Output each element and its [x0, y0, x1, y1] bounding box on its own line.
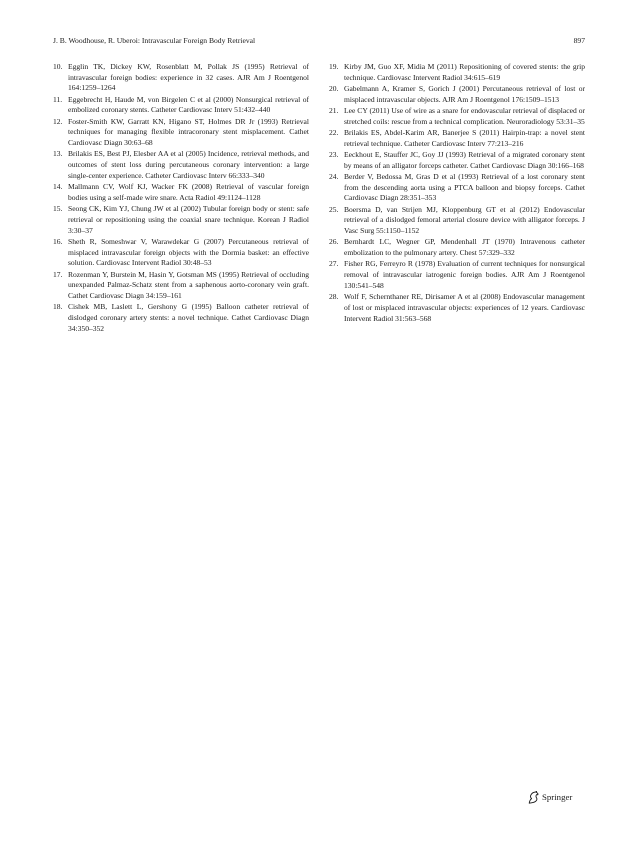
reference-item — [329, 150, 585, 171]
reference-item — [329, 205, 585, 237]
reference-number: 18. — [53, 302, 63, 312]
reference-text: Seong CK, Kim YJ, Chung JW et al (2002) Tubular foreign body or stent: safe retrieval or repositioning using the coaxial snare technique. Korean J Radiol 3:30–37 — [68, 204, 309, 235]
publisher-logo — [527, 790, 572, 804]
publisher-name: Springer — [542, 792, 573, 802]
reference-number: 13. — [53, 149, 63, 159]
reference-item — [329, 128, 585, 149]
reference-item — [53, 302, 309, 334]
reference-number: 10. — [53, 62, 63, 71]
reference-text: Brilakis ES, Abdel-Karim AR, Banerjee S (2011) Hairpin-trap: a novel stent retrieval technique. Catheter Cardiovasc Interv 77:213–216 — [344, 128, 585, 148]
reference-item — [53, 95, 309, 116]
reference-text: Eeckhout E, Stauffer JC, Goy JJ (1993) Retrieval of a migrated coronary stent by means of an alligator forceps catheter. Cathet Cardiovasc Diagn 30:166–168 — [344, 150, 585, 170]
page-number: 897 — [573, 36, 585, 45]
reference-text: Wolf F, Schernthaner RE, Dirisamer A et al (2008) Endovascular management of lost or misplaced intravascular objects: experiences of 12 years. Cardiovasc Intervent Radiol 31:563–568 — [344, 292, 585, 323]
reference-item — [329, 237, 585, 258]
reference-text: Sheth R, Someshwar V, Warawdekar G (2007) Percutaneous retrieval of misplaced intravascular foreign objects with the Dormia basket: an effective solution. Cardiovasc Intervent Radiol 30:48–53 — [68, 236, 309, 268]
reference-text: Bernhardt LC, Wegner GP, Mendenhall JT (1970) Intravenous catheter embolization to the pulmonary artery. Chest 57:329–332 — [344, 237, 585, 258]
reference-item — [329, 84, 585, 105]
reference-item — [329, 106, 585, 127]
reference-text: Rozenman Y, Burstein M, Hasin Y, Gotsman MS (1995) Retrieval of occluding unexpanded Palmaz-Schatz stent from a saphenous aorto-coronary vein graft. Cathet Cardiovasc Diagn 34:159–161 — [68, 269, 309, 300]
springer-horse-icon — [527, 791, 539, 804]
reference-number: 12. — [53, 116, 63, 126]
reference-number: 23. — [329, 150, 339, 159]
reference-item — [53, 182, 309, 203]
reference-text: Mallmann CV, Wolf KJ, Wacker FK (2008) Retrieval of vascular foreign bodies using a self-made wire snare. Acta Radiol 49:1124–1128 — [68, 182, 309, 202]
reference-number: 22. — [329, 128, 339, 137]
reference-number: 20. — [329, 84, 339, 93]
reference-number: 21. — [329, 106, 339, 115]
reference-text: Egglin TK, Dickey KW, Rosenblatt M, Pollak JS (1995) Retrieval of intravascular foreign bodies: experience in 32 cases. AJR Am J Roentgenol 164:1259–1264 — [68, 62, 309, 93]
reference-number: 16. — [53, 236, 63, 246]
reference-item — [53, 237, 309, 269]
reference-item — [53, 62, 309, 94]
reference-column-right — [329, 62, 585, 325]
reference-item — [53, 270, 309, 302]
reference-item — [329, 259, 585, 291]
reference-number: 14. — [53, 182, 63, 192]
reference-text: Foster-Smith KW, Garratt KN, Higano ST, Holmes DR Jr (1993) Retrieval techniques for managing flexible intracoronary stent misplacement. Cathet Cardiovasc Diagn 30:63–68 — [68, 116, 309, 148]
reference-item — [329, 292, 585, 324]
reference-number: 19. — [329, 62, 339, 71]
reference-item — [329, 62, 585, 83]
reference-number: 26. — [329, 237, 339, 247]
reference-text: Cishek MB, Laslett L, Gershony G (1995) Balloon catheter retrieval of dislodged coronary artery stents: a novel technique. Cathet Cardiovasc Diagn 34:350–352 — [68, 302, 309, 333]
reference-number: 27. — [329, 259, 339, 269]
reference-number: 15. — [53, 204, 63, 214]
reference-number: 17. — [53, 269, 63, 279]
reference-item — [53, 149, 309, 181]
reference-text: Lee CY (2011) Use of wire as a snare for endovascular retrieval of displaced or stretched coils: rescue from a technical complication. Neuroradiology 53:31–35 — [344, 106, 585, 126]
running-head: J. B. Woodhouse, R. Uberoi: Intravascular Foreign Body Retrieval — [53, 36, 256, 45]
reference-item — [53, 204, 309, 236]
reference-text: Eggebrecht H, Haude M, von Birgelen C et al (2000) Nonsurgical retrieval of embolized coronary stents. Catheter Cardiovasc Interv 51:432–440 — [68, 94, 309, 115]
reference-column-left — [53, 62, 309, 335]
reference-text: Berder V, Bedossa M, Gras D et al (1993) Retrieval of a lost coronary stent from the descending aorta using a PTCA balloon and biopsy forceps. Cathet Cardiovasc Diagn 28:351–353 — [344, 172, 585, 203]
reference-text: Kirby JM, Guo XF, Midia M (2011) Repositioning of covered stents: the grip technique. Cardiovasc Intervent Radiol 34:615–619 — [344, 62, 585, 82]
reference-item — [53, 117, 309, 149]
reference-number: 24. — [329, 172, 339, 181]
page-header — [53, 35, 585, 47]
reference-text: Brilakis ES, Best PJ, Elesber AA et al (2005) Incidence, retrieval methods, and outcomes of stent loss during percutaneous coronary intervention: a large single-center experience. Catheter Cardiovasc Interv 66:333–340 — [68, 149, 309, 180]
reference-text: Boersma D, van Strijen MJ, Kloppenburg GT et al (2012) Endovascular retrieval of a dislodged femoral arterial closure device with alligator forceps. J Vasc Surg 55:1150–1152 — [344, 204, 585, 236]
reference-number: 28. — [329, 292, 339, 302]
reference-text: Fisher RG, Ferreyro R (1978) Evaluation of current techniques for nonsurgical removal of intravascular iatrogenic foreign bodies. AJR Am J Roentgenol 130:541–548 — [344, 259, 585, 290]
reference-number: 11. — [53, 94, 63, 104]
reference-text: Gabelmann A, Kramer S, Gorich J (2001) Percutaneous retrieval of lost or misplaced intravascular objects. AJR Am J Roentgenol 176:1509–1513 — [344, 84, 585, 104]
reference-number: 25. — [329, 204, 339, 214]
reference-item — [329, 172, 585, 204]
